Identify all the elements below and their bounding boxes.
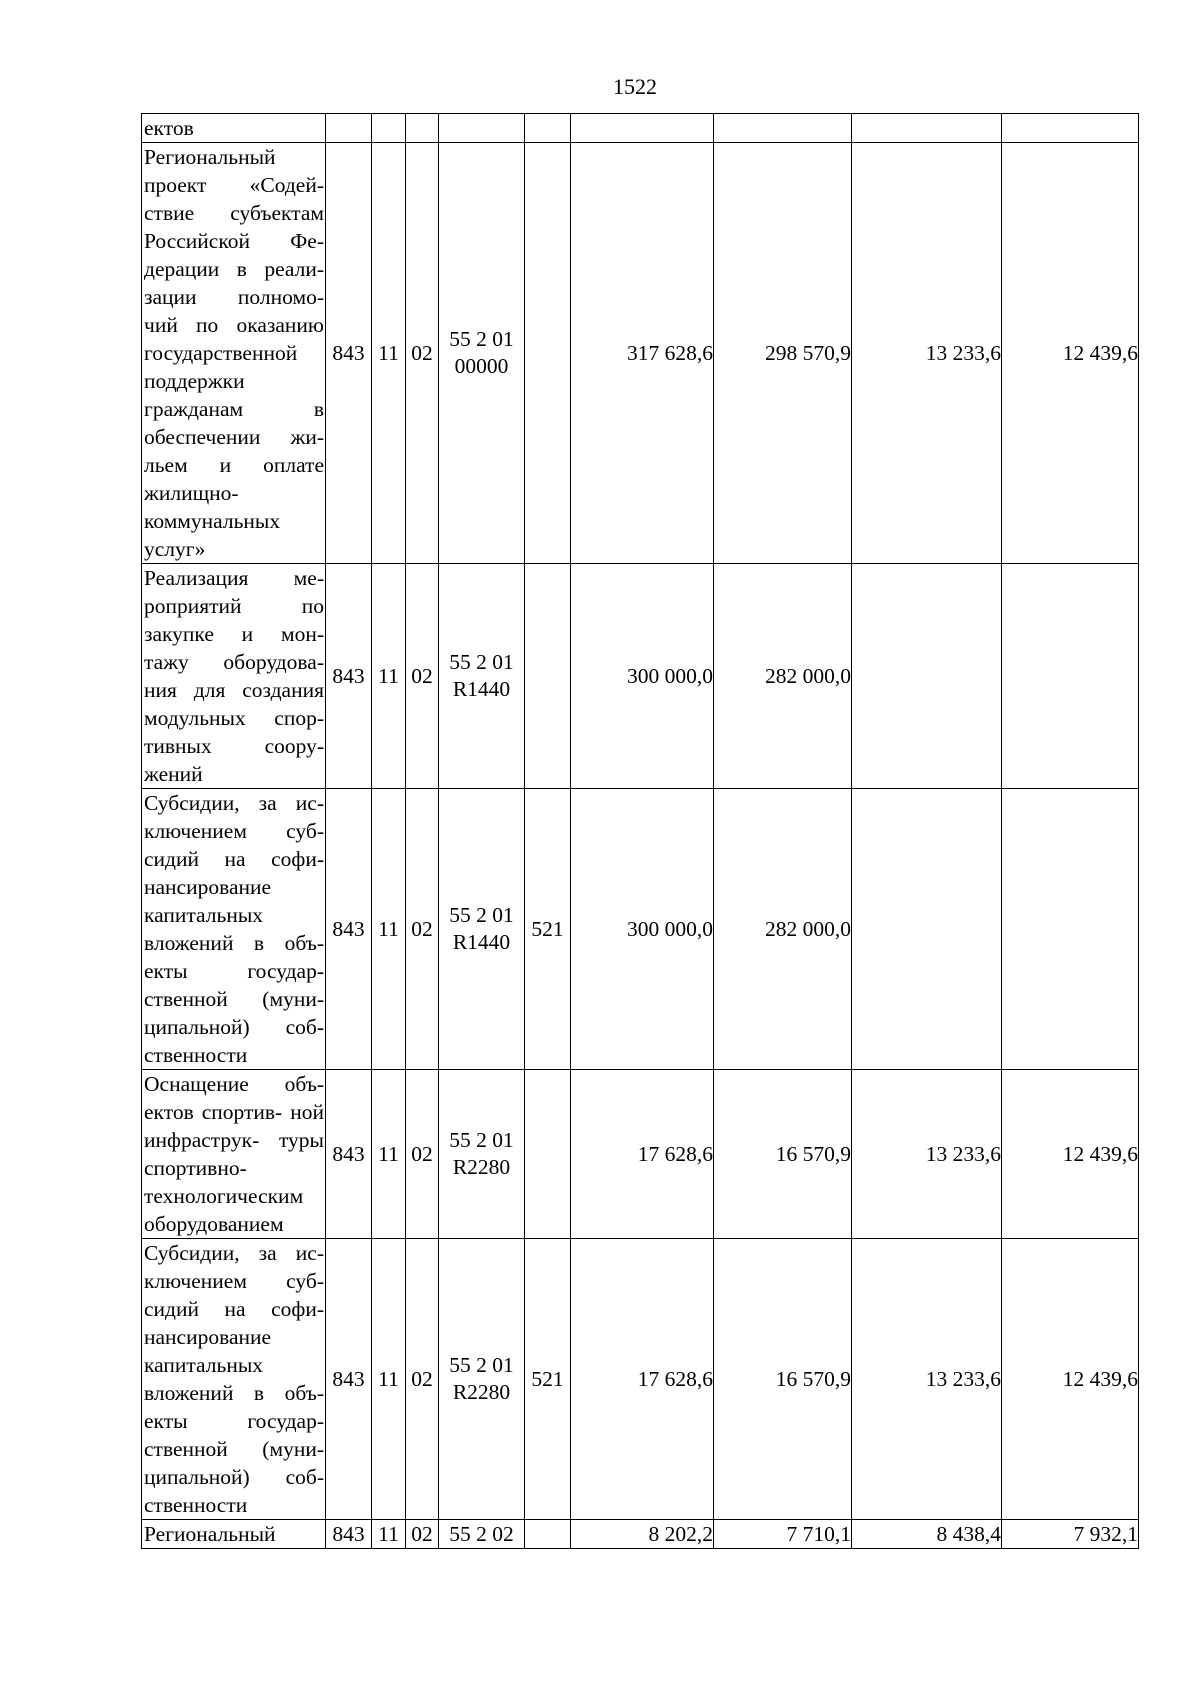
item-name-line: ключением суб- xyxy=(144,1269,324,1293)
amount-cell-1 xyxy=(571,114,714,143)
item-name-line: ственности xyxy=(144,1043,248,1067)
subsection-code-cell: 02 xyxy=(406,564,439,789)
amount-cell-4: 7 932,1 xyxy=(1002,1520,1139,1549)
amount-cell-1: 300 000,0 xyxy=(571,789,714,1070)
item-name-line: поддержки xyxy=(144,369,245,393)
item-name-line: ципальной) соб- xyxy=(144,1465,324,1489)
table-row xyxy=(142,1070,1139,1239)
amount-cell-2 xyxy=(714,114,852,143)
item-name-line: Оснащение объ- xyxy=(144,1072,324,1096)
target-article-cell: 55 2 01 00000 xyxy=(439,143,525,564)
amount-cell-4 xyxy=(1002,114,1139,143)
item-name-line: екты государ- xyxy=(144,1409,324,1433)
amount-cell-4: 12 439,6 xyxy=(1002,1070,1139,1239)
item-name-line: Субсидии, за ис- xyxy=(144,1241,324,1265)
item-name-line: нансирование xyxy=(144,1325,272,1349)
amount-cell-4 xyxy=(1002,564,1139,789)
item-name-line: ния для создания xyxy=(144,678,324,702)
amount-cell-2: 7 710,1 xyxy=(714,1520,852,1549)
amount-cell-4 xyxy=(1002,789,1139,1070)
ministry-code-cell: 843 xyxy=(326,789,372,1070)
item-name-line: дерации в реали- xyxy=(144,257,324,281)
table-row xyxy=(142,564,1139,789)
item-name-line: капитальных xyxy=(144,903,264,927)
item-name-line: вложений в объ- xyxy=(144,1381,324,1405)
target-article-cell: 55 2 01 R2280 xyxy=(439,1239,525,1520)
item-name-line: льем и оплате xyxy=(144,453,324,477)
item-name-line: услуг» xyxy=(144,537,206,561)
amount-cell-2: 282 000,0 xyxy=(714,564,852,789)
expense-type-cell: 521 xyxy=(525,789,571,1070)
item-name-line: ектов xyxy=(144,116,194,140)
expense-type-cell xyxy=(525,114,571,143)
item-name-line: ственной (муни- xyxy=(144,1437,324,1461)
item-name-line: сидий на софи- xyxy=(144,1297,324,1321)
item-name-line: тажу оборудова- xyxy=(144,650,324,674)
amount-cell-1: 8 202,2 xyxy=(571,1520,714,1549)
amount-cell-3 xyxy=(852,789,1002,1070)
item-name-line: ственной (муни- xyxy=(144,987,324,1011)
amount-cell-3 xyxy=(852,564,1002,789)
expense-type-cell xyxy=(525,1520,571,1549)
item-name-line: нансирование xyxy=(144,875,272,899)
ministry-code-cell: 843 xyxy=(326,1070,372,1239)
amount-cell-2: 16 570,9 xyxy=(714,1239,852,1520)
item-name-line: Региональный xyxy=(144,1522,276,1546)
table-row xyxy=(142,143,1139,564)
table-row xyxy=(142,789,1139,1070)
item-name-line: Субсидии, за ис- xyxy=(144,791,324,815)
item-name-line: коммунальных xyxy=(144,509,281,533)
item-name-line: проект «Содей- xyxy=(144,173,324,197)
section-code-cell: 11 xyxy=(372,1239,406,1520)
table-row xyxy=(142,1239,1139,1520)
item-name-line: чий по оказанию xyxy=(144,313,324,337)
section-code-cell: 11 xyxy=(372,789,406,1070)
item-name-line: технологическим xyxy=(144,1184,304,1208)
item-name-line: Российской Фе- xyxy=(144,229,324,253)
expense-type-cell: 521 xyxy=(525,1239,571,1520)
amount-cell-3: 8 438,4 xyxy=(852,1520,1002,1549)
expense-type-cell xyxy=(525,564,571,789)
section-code-cell: 11 xyxy=(372,564,406,789)
target-article-cell: 55 2 01 R1440 xyxy=(439,564,525,789)
amount-cell-2: 298 570,9 xyxy=(714,143,852,564)
item-name-line: капитальных xyxy=(144,1353,264,1377)
item-name-line: ственности xyxy=(144,1493,248,1517)
item-name-line: ектов спортив- xyxy=(144,1100,283,1124)
section-code-cell: 11 xyxy=(372,1520,406,1549)
amount-cell-1: 17 628,6 xyxy=(571,1070,714,1239)
item-name-line: вложений в объ- xyxy=(144,931,324,955)
amount-cell-3: 13 233,6 xyxy=(852,143,1002,564)
target-article-cell: 55 2 01 R2280 xyxy=(439,1070,525,1239)
target-article-cell: 55 2 01 R1440 xyxy=(439,789,525,1070)
item-name-cell xyxy=(142,114,326,143)
amount-cell-1: 300 000,0 xyxy=(571,564,714,789)
amount-cell-4: 12 439,6 xyxy=(1002,143,1139,564)
item-name-line: жений xyxy=(144,762,203,786)
item-name-cell xyxy=(142,564,326,789)
item-name-line: жилищно- xyxy=(144,481,239,505)
item-name-line: туры спортивно- xyxy=(144,1128,324,1180)
amount-cell-1: 317 628,6 xyxy=(571,143,714,564)
subsection-code-cell: 02 xyxy=(406,1070,439,1239)
amount-cell-2: 16 570,9 xyxy=(714,1070,852,1239)
subsection-code-cell: 02 xyxy=(406,789,439,1070)
expense-type-cell xyxy=(525,1070,571,1239)
amount-cell-1: 17 628,6 xyxy=(571,1239,714,1520)
item-name-line: модульных спор- xyxy=(144,706,324,730)
ministry-code-cell: 843 xyxy=(326,564,372,789)
item-name-line: ключением суб- xyxy=(144,819,324,843)
ministry-code-cell xyxy=(326,114,372,143)
budget-table xyxy=(141,113,1139,1549)
item-name-cell xyxy=(142,1520,326,1549)
amount-cell-3: 13 233,6 xyxy=(852,1239,1002,1520)
item-name-line: закупке и мон- xyxy=(144,622,324,646)
item-name-line: гражданам в xyxy=(144,397,324,421)
item-name-cell xyxy=(142,789,326,1070)
ministry-code-cell: 843 xyxy=(326,1239,372,1520)
item-name-line: екты государ- xyxy=(144,959,324,983)
subsection-code-cell: 02 xyxy=(406,1520,439,1549)
target-article-cell xyxy=(439,114,525,143)
item-name-line: ципальной) соб- xyxy=(144,1015,324,1039)
item-name-line: обеспечении жи- xyxy=(144,425,324,449)
item-name-line: Реализация ме- xyxy=(144,566,324,590)
ministry-code-cell: 843 xyxy=(326,143,372,564)
section-code-cell: 11 xyxy=(372,143,406,564)
table-body xyxy=(142,114,1139,1549)
item-name-cell xyxy=(142,1239,326,1520)
table-row xyxy=(142,1520,1139,1549)
item-name-line: роприятий по xyxy=(144,594,324,618)
target-article-cell: 55 2 02 xyxy=(439,1520,525,1549)
item-name-cell xyxy=(142,143,326,564)
subsection-code-cell: 02 xyxy=(406,143,439,564)
item-name-line: ствие субъектам xyxy=(144,201,324,225)
item-name-line: тивных соору- xyxy=(144,734,324,758)
amount-cell-4: 12 439,6 xyxy=(1002,1239,1139,1520)
section-code-cell: 11 xyxy=(372,1070,406,1239)
item-name-line: зации полномо- xyxy=(144,285,324,309)
table-row xyxy=(142,114,1139,143)
subsection-code-cell: 02 xyxy=(406,1239,439,1520)
item-name-line: Региональный xyxy=(144,145,276,169)
page-number: 1522 xyxy=(613,74,657,99)
expense-type-cell xyxy=(525,143,571,564)
ministry-code-cell: 843 xyxy=(326,1520,372,1549)
amount-cell-3: 13 233,6 xyxy=(852,1070,1002,1239)
subsection-code-cell xyxy=(406,114,439,143)
item-name-cell xyxy=(142,1070,326,1239)
item-name-line: оборудованием xyxy=(144,1212,284,1236)
section-code-cell xyxy=(372,114,406,143)
item-name-line: ной инфраструк- xyxy=(144,1100,324,1152)
amount-cell-3 xyxy=(852,114,1002,143)
amount-cell-2: 282 000,0 xyxy=(714,789,852,1070)
item-name-line: сидий на софи- xyxy=(144,847,324,871)
item-name-line: государственной xyxy=(144,341,298,365)
